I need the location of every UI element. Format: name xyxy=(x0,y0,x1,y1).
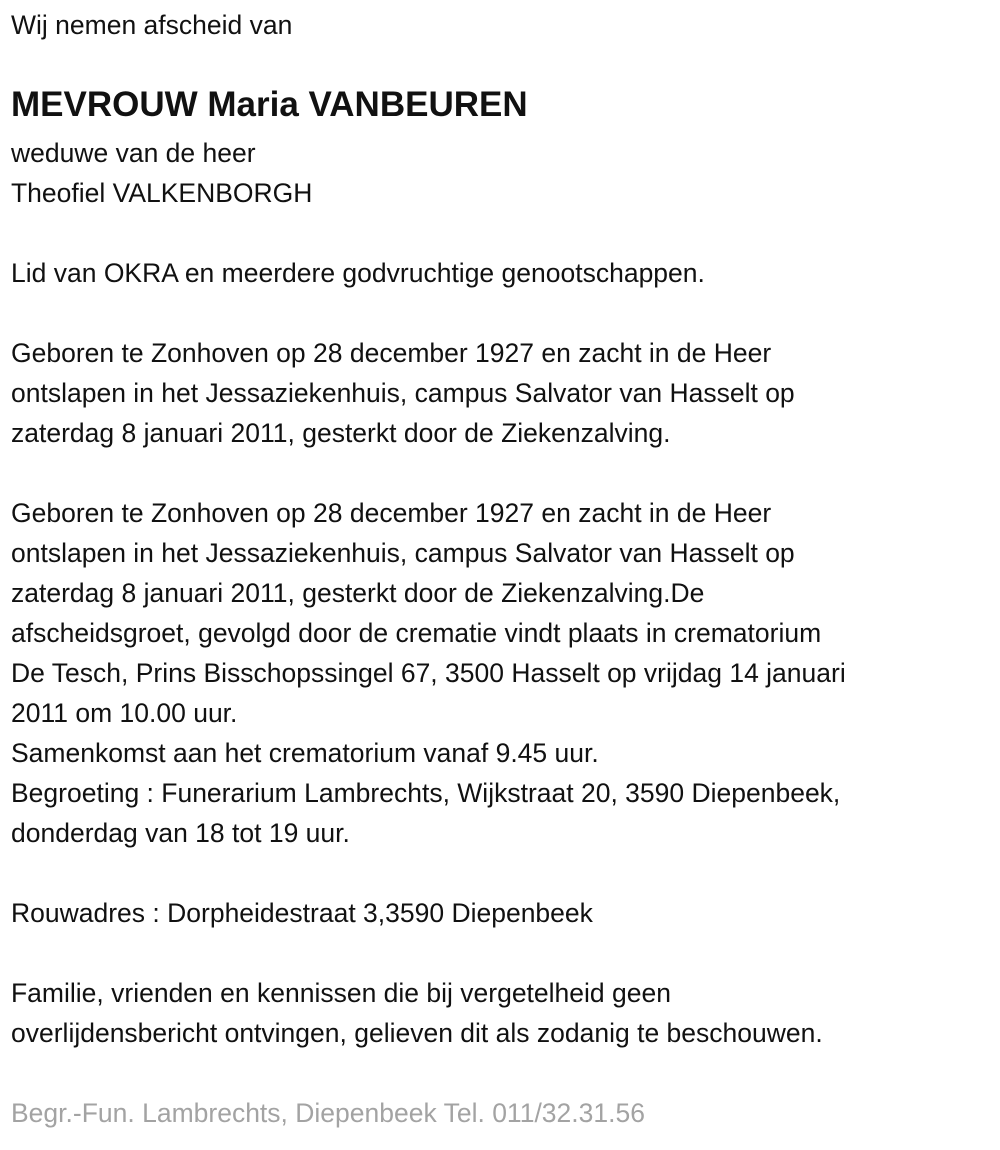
text-line: ontslapen in het Jessaziekenhuis, campus Salvator van Hasselt op xyxy=(11,378,795,408)
page-title: MEVROUW Maria VANBEUREN xyxy=(11,85,528,124)
text-line: afscheidsgroet, gevolgd door de crematie vindt plaats in crematorium xyxy=(11,618,822,648)
text-line: donderdag van 18 tot 19 uur. xyxy=(11,818,350,848)
funeral-home-contact: Begr.-Fun. Lambrechts, Diepenbeek Tel. 011/32.31.56 xyxy=(11,1098,645,1128)
text-line: zaterdag 8 januari 2011, gesterkt door de Ziekenzalving. xyxy=(11,418,671,448)
paragraph-1 xyxy=(11,333,795,453)
text-line: Begroeting : Funerarium Lambrechts, Wijkstraat 20, 3590 Diepenbeek, xyxy=(11,778,841,808)
text-line: Geboren te Zonhoven op 28 december 1927 en zacht in de Heer xyxy=(11,498,772,528)
text-line: ontslapen in het Jessaziekenhuis, campus Salvator van Hasselt op xyxy=(11,538,795,568)
spouse-line: weduwe van de heer xyxy=(11,138,256,168)
spouse-info xyxy=(11,133,312,213)
mourning-address xyxy=(11,893,593,933)
membership xyxy=(11,253,705,293)
family-note xyxy=(11,973,823,1053)
spouse-line: Theofiel VALKENBORGH xyxy=(11,178,313,208)
text-line: Familie, vrienden en kennissen die bij vergetelheid geen xyxy=(11,978,671,1008)
text-line: zaterdag 8 januari 2011, gesterkt door de Ziekenzalving.De xyxy=(11,578,705,608)
text-line: De Tesch, Prins Bisschopssingel 67, 3500 Hasselt op vrijdag 14 januari xyxy=(11,658,846,688)
membership-text: Lid van OKRA en meerdere godvruchtige genootschappen. xyxy=(11,258,705,288)
text-line: 2011 om 10.00 uur. xyxy=(11,698,238,728)
deceased-name xyxy=(11,85,528,125)
text-line: Geboren te Zonhoven op 28 december 1927 en zacht in de Heer xyxy=(11,338,772,368)
intro xyxy=(11,5,292,45)
text-line: Samenkomst aan het crematorium vanaf 9.45 uur. xyxy=(11,738,599,768)
footer xyxy=(11,1093,645,1133)
text-line: overlijdensbericht ontvingen, gelieven dit als zodanig te beschouwen. xyxy=(11,1018,823,1048)
intro-text: Wij nemen afscheid van xyxy=(11,10,293,40)
paragraph-2 xyxy=(11,493,846,853)
address-text: Rouwadres : Dorpheidestraat 3,3590 Diepenbeek xyxy=(11,898,593,928)
